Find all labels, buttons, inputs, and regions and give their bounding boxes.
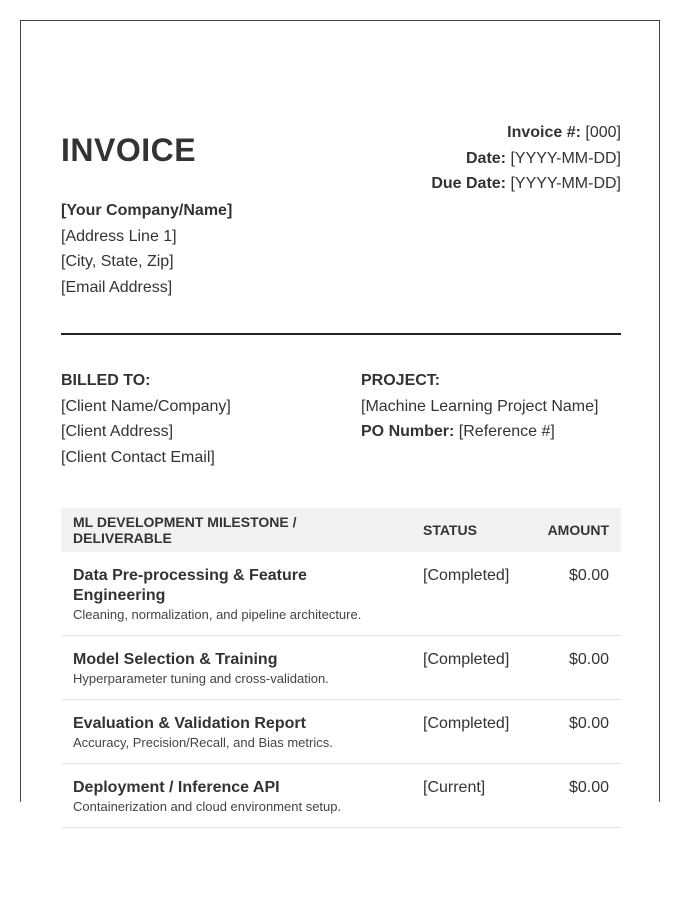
table-row xyxy=(61,700,621,764)
invoice-number-line xyxy=(431,120,621,146)
milestone-title: Model Selection & Training xyxy=(73,651,278,668)
milestone-desc: Accuracy, Precision/Recall, and Bias metrics. xyxy=(73,735,333,750)
milestone-desc: Hyperparameter tuning and cross-validation. xyxy=(73,671,329,686)
milestone-title: Evaluation & Validation Report xyxy=(73,715,306,732)
project-name: [Machine Learning Project Name] xyxy=(361,397,599,415)
billing-section xyxy=(61,368,621,468)
invoice-due-line xyxy=(431,171,621,197)
client-email: [Client Contact Email] xyxy=(61,448,215,466)
invoice-number-value: [000] xyxy=(585,124,621,141)
status-cell: [Completed] xyxy=(411,636,527,700)
invoice-due-value: [YYYY-MM-DD] xyxy=(510,175,621,192)
milestone-title: Deployment / Inference API xyxy=(73,779,280,796)
milestone-cell xyxy=(61,636,411,700)
invoice-header xyxy=(61,120,621,200)
invoice-title: INVOICE xyxy=(61,132,197,168)
table-row xyxy=(61,552,621,636)
invoice-date-label: Date: xyxy=(466,149,507,167)
table-header-row xyxy=(61,508,621,552)
client-name: [Client Name/Company] xyxy=(61,397,231,415)
header-milestone: ML DEVELOPMENT MILESTONE / DELIVERABLE xyxy=(61,508,411,552)
milestone-cell xyxy=(61,764,411,828)
amount-cell: $0.00 xyxy=(527,764,621,828)
po-number-value: [Reference #] xyxy=(458,423,555,440)
invoice-page xyxy=(20,20,660,814)
status-cell: [Current] xyxy=(411,764,527,828)
status-cell: [Completed] xyxy=(411,552,527,636)
invoice-due-label: Due Date: xyxy=(431,175,507,192)
milestone-cell xyxy=(61,700,411,764)
milestone-title: Data Pre-processing & Feature Engineering xyxy=(73,567,307,604)
project-block xyxy=(361,368,598,445)
invoice-date-line xyxy=(431,146,621,172)
amount-cell: $0.00 xyxy=(527,552,621,636)
invoice-number-label: Invoice #: xyxy=(507,124,581,141)
billed-to-block xyxy=(61,368,231,470)
company-email: [Email Address] xyxy=(61,278,173,296)
status-cell: [Completed] xyxy=(411,700,527,764)
amount-cell: $0.00 xyxy=(527,636,621,700)
milestone-cell xyxy=(61,552,411,636)
table-row xyxy=(61,764,621,828)
po-number-line xyxy=(361,419,598,445)
po-number-label: PO Number: xyxy=(361,423,455,440)
header-status: STATUS xyxy=(411,508,527,552)
milestone-desc: Cleaning, normalization, and pipeline architecture. xyxy=(73,607,362,622)
billed-to-heading: BILLED TO: xyxy=(61,372,151,389)
header-divider xyxy=(61,333,621,335)
company-city: [City, State, Zip] xyxy=(61,253,174,270)
company-block xyxy=(61,198,621,300)
amount-cell: $0.00 xyxy=(527,700,621,764)
table-row xyxy=(61,636,621,700)
invoice-meta xyxy=(431,120,621,197)
milestone-desc: Containerization and cloud environment setup. xyxy=(73,799,342,814)
company-name: [Your Company/Name] xyxy=(61,202,233,219)
invoice-content xyxy=(61,120,621,828)
invoice-date-value: [YYYY-MM-DD] xyxy=(510,149,621,167)
company-address: [Address Line 1] xyxy=(61,227,177,245)
header-amount: AMOUNT xyxy=(527,508,621,552)
project-heading: PROJECT: xyxy=(361,372,441,389)
client-address: [Client Address] xyxy=(61,423,174,440)
milestones-table xyxy=(61,508,621,828)
